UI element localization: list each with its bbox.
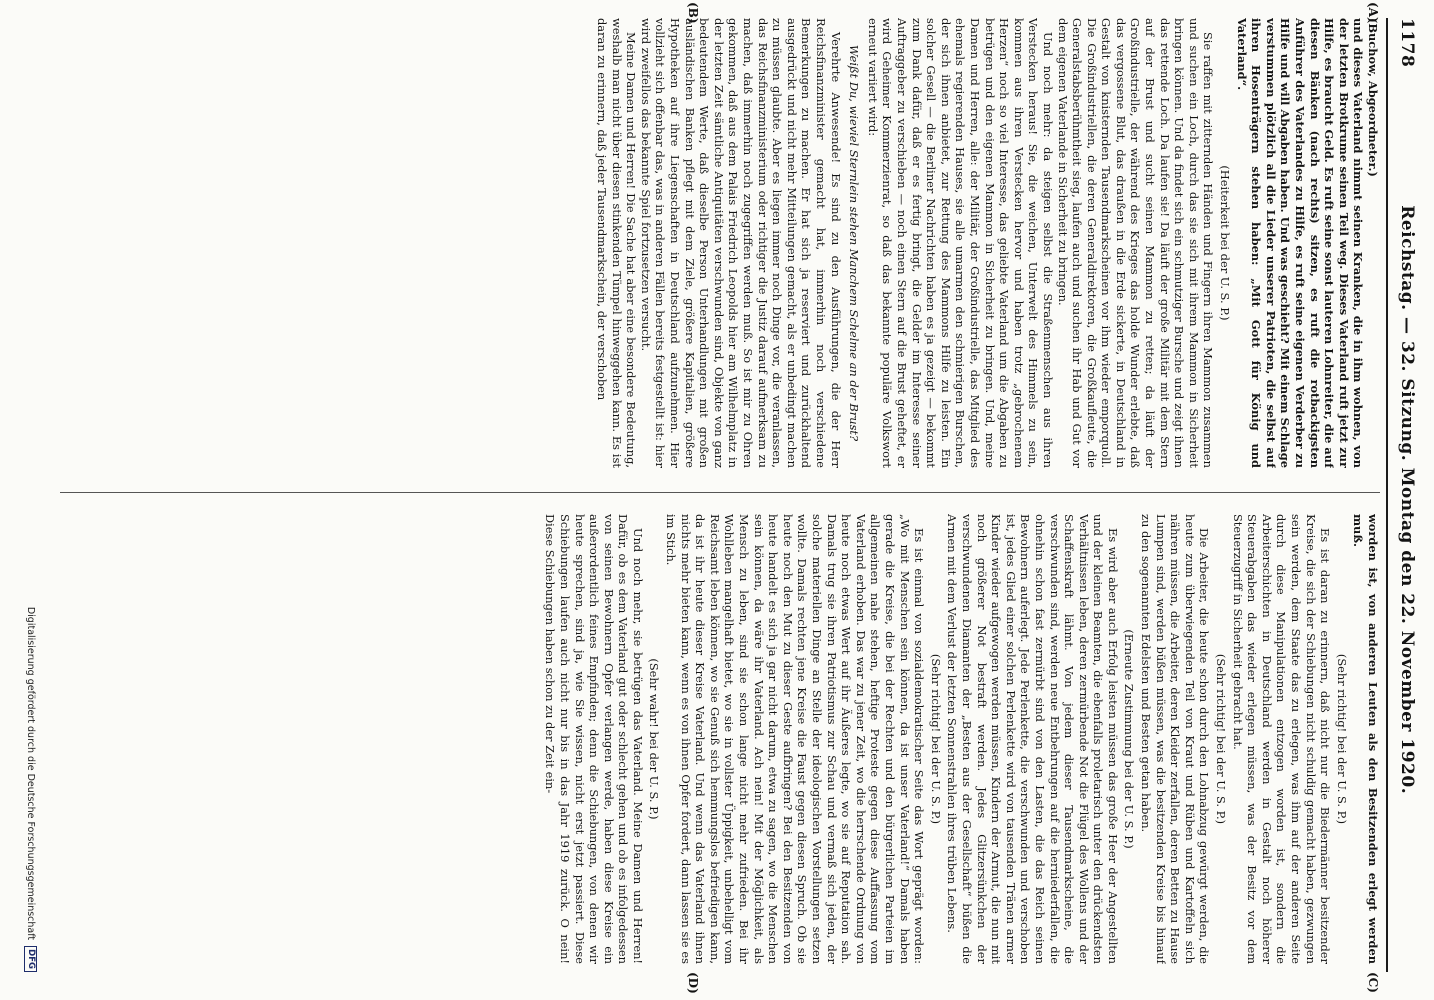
interjection: (Erneute Zustimmung bei der U. S. P.) (1122, 629, 1137, 849)
interjection: (Sehr richtig! bei der U. S. P.) (1214, 653, 1229, 825)
paragraph: Und noch mehr, sie betrügen das Vaterland. Meine Damen und Herren! Dafür, ob es dem Vaterland gut oder schlecht gehen und ob es infolgedessen von seinen Bewohnern Opfer verlangen werde, haben diese Kreise ein außerordentlich feines Empfinden; denn die Schiebungen, von denen wir heute sprechen, sind ja, wie Sie wissen, nicht erst jetzt passiert. Diese Schiebungen laufen auch nicht nur bis in das Jahr 1919 zurück. O nein! Diese Schiebungen haben schon zu der Zeit ein- (543, 514, 645, 964)
page-header (1390, 18, 1424, 972)
verse-quote: Weißt Du, wieviel Sternlein stehen Manchem Schelme an der Brust? (847, 44, 862, 442)
speaker-reference: (Buchow, Abgeordneter.) (1366, 18, 1380, 177)
margin-marker-d: (D) (686, 972, 700, 994)
interjection: (Heiterkeit bei der U. S. P.) (1218, 165, 1233, 321)
paragraph: worden ist, von anderen Leuten als den Besitzenden erlegt werden muß. (1351, 514, 1380, 964)
left-column (60, 18, 1380, 468)
credit-text: Digitalisierung gefördert durch die Deutsche Forschungsgemeinschaft (25, 606, 37, 941)
digitization-credit (24, 18, 38, 972)
page-content (24, 2, 1424, 994)
right-column (60, 514, 1380, 964)
paragraph: Und noch mehr: da steigen selbst die Straßenmenschen aus ihren Verstecken heraus! Sie, die weichen, Unterwelt des Himmels zu sein, kommen aus ihren Verstecken hervor und haben trotz „gebrochenem Herzen“ noch so viel Interesse, das geliebte Vaterland um die Abgaben zu betrügen und den eigenen Mammon in Sicherheit zu bringen. Und, meine Damen und Herren, alle: der Militär, der Großindustrielle, das Mitglied des ehemals regierenden Hauses, sie alle umarmen den schmierigen Burschen, der sich ihnen anbietet, zur Rettung des Mammons Hilfe zu leisten. Ein solcher Gesell — die Berliner Nachrichten haben es ja gezeigt — bekommt zum Dank dafür, daß er es fertig bringt, die Gelder im Interesse seiner Auftraggeber zu verschieben — noch einen Stern auf die Brust geheftet, er wird Geheimer Kommerzienrat, so daß das bekannte populäre Volkswort erneut variiert wird: (865, 18, 1055, 468)
paragraph: Es ist daran zu erinnern, daß nicht nur die Biedermänner besitzender Kreise, die sich der Schiebungen nicht schuldig gemacht haben, gezwungen sein werden, dem Staate das zu erlegen, was ihm auf der anderen Seite durch diese Manipulationen entzogen worden ist, sondern die Arbeiterschichten in Deutschland werden in Gestalt noch höherer Steuerabgaben das wieder erlegen müssen, was der Besitz vor dem Steuerzugriff in Sicherheit gebracht hat. (1230, 514, 1333, 964)
paragraph: Meine Damen und Herren! Die Sache hat aber eine besondere Bedeutung, weshalb man nicht über diesen stinkenden Tümpel hinweggehen kann. Es ist daran zu erinnern, daß jeder Tausendmarkschein, der verschoben (595, 18, 639, 468)
margin-marker-c: (C) (1366, 972, 1380, 993)
paragraph: und dieses Vaterland nimmt seinen Kranken, die in ihm wohnen, von der letzten Brotkrume seinen Teil weg. Dieses Vaterland ruft jetzt zur Hilfe, es braucht Geld. Es ruft seine sonst lauteren Lohnreiter, die auf diesen Bänken (nach rechts) sitzen, es ruft die rotbackigsten Anführer des Vaterlandes zu Hilfe, es ruft seine eigenen Verderber zu Hilfe und will Abgaben haben. Und was geschieht? Mit einem Schlage verstummen plötzlich all die Lieder unserer Patrioten, die selbst auf ihren Hosenträgern stehen haben: „Mit Gott für König und Vaterland“. (1234, 18, 1366, 468)
running-title: Reichstag. — 32. Sitzung. Montag den 22. November 1920. (1397, 205, 1417, 795)
paragraph: Es wird aber auch Erfolg leisten müssen das große Heer der Angestellten und der kleinen Beamten, die ebenfalls proletarisch unter den drückendsten Verhältnissen leben, deren zermürbende Not die Flügel des Wollens und der Schaffenskraft lähmt. Von jedem dieser Tausendmarkscheine, die verschwunden sind, werden neue Entbehrungen auf die herniederfallen, die ohnehin schon fast zermürbt sind von den Lasten, die das Reich seinen Bewohnern auferlegt. Jede Perlenkette, die verschwunden und verschoben ist, jedes Glied einer solchen Perlenkette wird von tausenden Tränen armer Kinder wieder aufgewogen werden müssen, Kindern der Armut, die nun mit noch größerer Not bestraft werden. Jedes Glitzersünkchen der verschwundenen Diamanten der „Besten aus der Gesellschaft“ büßen die Armen mit dem Verlust der letzten Sonnenstrahlen ihres trüben Lebens. (945, 514, 1120, 964)
paragraph: Es ist einmal von sozialdemokratischer Seite das Wort geprägt worden: „Wo mit Menschen sein können, da ist unser Vaterland!“ Damals haben gerade die Kreise, die bei der Rechten und den bürgerlichen Parteien im allgemeinen nahe stehen, heftige Proteste gegen diese Auffassung vom Vaterland erhoben. Das war zu jener Zeit, wo die herrschende Ordnung von heute noch etwas Wert auf ihr Äußeres legte, wo sie auf Reputation sah. Damals trug sie ihren Patriotismus zur Schau und vermaß sich jeden, der solche materiellen Dinge an Stelle der ideologischen Vorstellungen setzen wollte. Damals rechten jene Kreise die Faust gegen diesen Spruch. Ob sie heute noch den Mut zu dieser Geste aufbringen? Bei den Besitzenden von heute handelt es sich ja gar nicht darum, etwa zu sagen, wo die Menschen sein können, da wäre ihr Vaterland. Ach nein! Mit der Möglichkeit, als Mensch zu leben, sind sie schon lange nicht mehr zufrieden. Bei ihr Wohlleben mangelhaft bietet, wo sie in vollster Üppigkeit, unbehelligt vom Reichsamt leben können, wo sie Genuß sich hemmungslos befriedigen kann, da ist ihr heute dieser Kreise Vaterland. Und wenn das Vaterland ihnen nichts mehr bieten kann, wenn es von ihnen Opfer fordert, dann lassen sie es im Stich. (664, 514, 927, 964)
margin-marker-a: (A) (1366, 2, 1380, 23)
paragraph: Verehrte Anwesende! Es sind zu den Ausführungen, die der Herr Reichsfinanzminister gemacht hat, immerhin noch verschiedene Bemerkungen zu machen. Er hat sich ja reserviert und zurückhaltend ausgedrückt und nicht mehr Mitteilungen gemacht, als er unbedingt machen zu müssen glaubte. Aber es liegen immer noch Dinge vor, die veranlassen, das Reichsfinanzministerium oder richtiger die Justiz darauf aufmerksam zu machen, daß immerhin noch zugegriffen werden muß. So ist mir zu Ohren gekommen, daß aus dem Palais Friedrich Leopolds hier am Wilhelmplatz in der letzten Zeit sämtliche Antiquitäten verschwunden sind, Objekte von ganz bedeutendem Werte, daß dieselbe Person Unterhandlungen mit großen ausländischen Banken pflegt mit dem Ziele, größere Kapitalien, größere Hypotheken auf ihre Liegenschaften in Deutschland aufzunehmen. Hier vollzieht sich offenbar das, was in anderen Fällen bereits festgestellt ist: hier wird zweifellos das bekannte Spiel fortzusetzen versucht. (638, 18, 843, 468)
dfg-logo: DFG (25, 946, 38, 972)
interjection: (Sehr richtig! bei der U. S. P.) (1334, 653, 1349, 825)
interjection: (Sehr richtig! bei der U. S. P.) (928, 653, 943, 825)
header-rule (1386, 18, 1388, 972)
interjection: (Sehr wahr! bei der U. S. P.) (647, 658, 662, 820)
column-divider (60, 492, 1380, 493)
paragraph: Die Arbeiter, die heute schon durch den Lohnabzug gewürgt werden, die heute zum überwiegenden Teil von Kraut und Rüben und Kartoffeln sich nähren müssen, die Arbeiter, deren Kleider zerfallen, deren Betten zu Hause Lumpen sind, werden büßen müssen, was die besitzenden Kreise bis hinauf zu den sogenannten Edelsten und Besten getan haben. (1139, 514, 1212, 964)
page-number: 1178 (1397, 18, 1417, 68)
margin-marker-b: (B) (686, 2, 700, 24)
paragraph: Sie raffen mit zitternden Händen und Fingern ihren Mammon zusammen und suchen ein Loch, durch das sie sich mit ihrem Mammon in Sicherheit bringen können. Und da findet sich ein schmutziger Bursche und zeigt ihnen das rettende Loch. Da laufen sie! Da läuft der große Militär mit dem Stern auf der Brust und sucht seinen Mammon zu retten; da läuft der Großindustrielle, der während des Krieges das holde Wunder erlebte, daß das vergossene Blut, das draußen in die Erde sickerte, in Deutschland in Gestalt von knisternden Tausendmarkscheinen vor ihm wieder emporquoll. Die Großindustriellen, die deren Generaldirektoren, die Großkaufleute, die Generalstabsberühmtheit sieg, laufen auch und suchen ihr Hab und Gut vor dem eigenen Vaterlande in Sicherheit zu bringen. (1055, 18, 1216, 468)
